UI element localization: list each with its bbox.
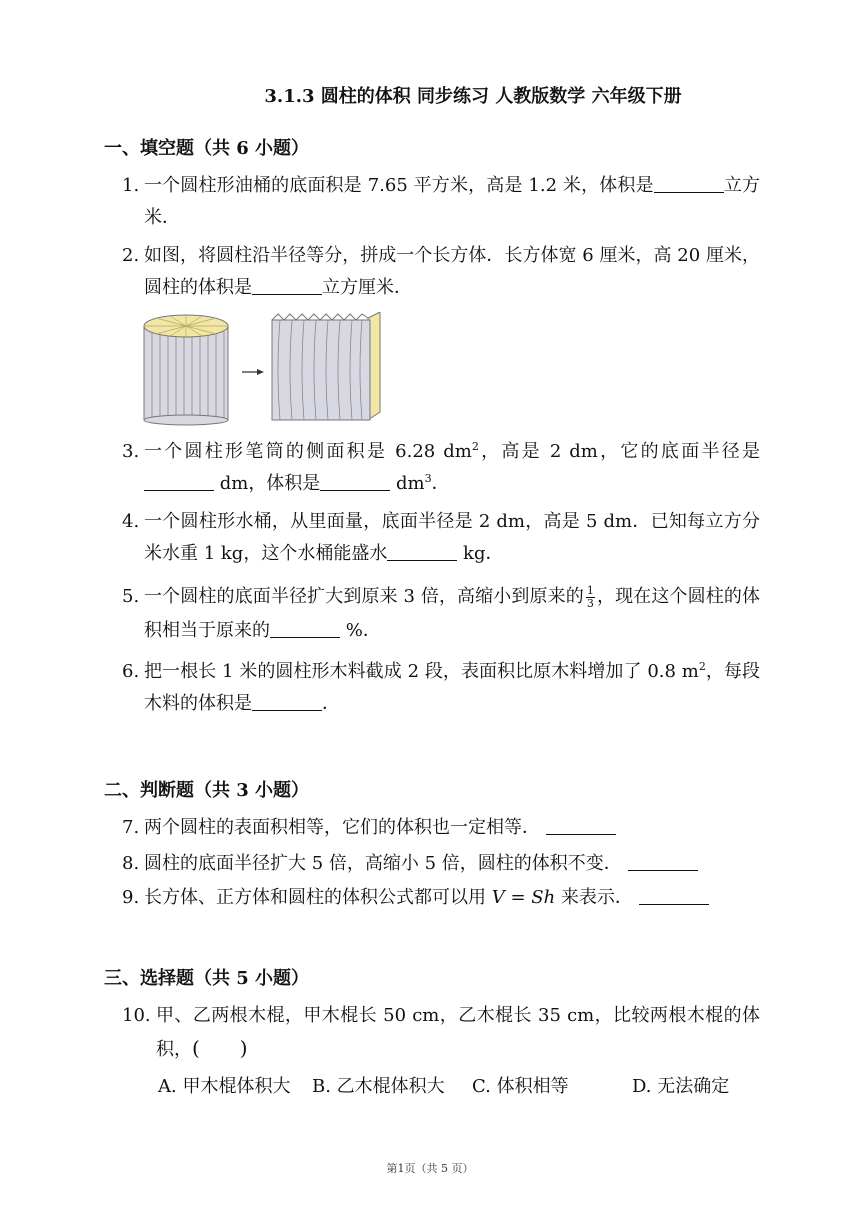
question-5 — [122, 580, 760, 648]
question-text: 立方米． — [144, 175, 761, 228]
question-number: 6. — [122, 661, 140, 682]
page-title: 3.1.3 圆柱的体积 同步练习 人教版数学 六年级下册 — [264, 86, 682, 107]
question-text: 把一根长 1 米的圆柱形木料截成 2 段，表面积比原木料增加了 0.8 m — [144, 661, 699, 682]
question-text: 长方体、正方体和圆柱的体积公式都可以用 — [144, 887, 492, 908]
question-text: dm — [390, 473, 425, 494]
option-d[interactable]: D. 无法确定 — [632, 1076, 730, 1097]
volume-formula: V = Sh — [491, 887, 556, 908]
question-4 — [122, 506, 760, 570]
fraction — [586, 585, 595, 610]
question-text: 一个圆柱的底面半径扩大到原来 3 倍，高缩小到原来的 — [144, 586, 584, 607]
question-text: ，每段木料的体积是 — [144, 661, 760, 714]
question-7 — [122, 812, 760, 844]
question-8 — [122, 848, 760, 880]
question-1 — [122, 170, 760, 234]
question-text: 甲、乙两根木棍，甲木棍长 50 cm，乙木棍长 35 cm，比较两根木棍的体积， — [156, 1005, 760, 1060]
question-number: 8. — [122, 853, 140, 874]
answer-blank[interactable] — [387, 540, 457, 561]
question-text: %． — [340, 620, 381, 641]
answer-blank[interactable] — [270, 617, 340, 638]
section-true-false: 二、判断题（共 3 小题） — [104, 780, 310, 801]
question-number: 7. — [122, 817, 140, 838]
question-text: 来表示． — [555, 887, 633, 908]
question-number: 2. — [122, 245, 140, 266]
question-text: 两个圆柱的表面积相等，它们的体积也一定相等． — [144, 817, 540, 838]
question-6 — [122, 656, 760, 720]
question-text: ． — [431, 473, 450, 494]
superscript: 2 — [471, 440, 479, 453]
question-text: 一个圆柱形油桶的底面积是 7.65 平方米，高是 1.2 米，体积是 — [144, 175, 654, 196]
options-row — [158, 1072, 778, 1102]
section-multiple-choice: 三、选择题（共 5 小题） — [104, 968, 310, 989]
question-text: ，现在这个圆柱的体积相当于原来的 — [144, 586, 760, 641]
superscript: 3 — [424, 472, 432, 485]
question-9 — [122, 882, 760, 914]
question-text: 立方厘米． — [322, 277, 412, 298]
option-b[interactable]: B. 乙木棍体积大 — [312, 1076, 445, 1097]
question-text: 圆柱的底面半径扩大 5 倍，高缩小 5 倍，圆柱的体积不变． — [144, 853, 622, 874]
answer-blank[interactable] — [252, 690, 322, 711]
answer-blank[interactable] — [639, 884, 709, 905]
question-number: 4. — [122, 511, 140, 532]
question-number: 1. — [122, 175, 140, 196]
fraction-numerator: 1 — [586, 583, 594, 597]
question-3 — [122, 436, 760, 500]
answer-blank[interactable] — [144, 470, 214, 491]
question-text: dm，体积是 — [214, 473, 321, 494]
question-number: 3. — [122, 441, 140, 462]
question-10 — [122, 1000, 760, 1066]
question-number: 9. — [122, 887, 140, 908]
page-footer: 第1页（共 5 页） — [386, 1162, 474, 1175]
section-fill-blank: 一、填空题（共 6 小题） — [104, 138, 310, 159]
option-c[interactable]: C. 体积相等 — [472, 1076, 569, 1097]
question-text: 如图，将圆柱沿半径等分，拼成一个长方体．长方体宽 6 厘米，高 20 厘米，圆柱的体积是 — [144, 245, 760, 298]
question-text: 一个圆柱形水桶，从里面量，底面半径是 2 dm，高是 5 dm．已知每立方分米水重 1 kg，这个水桶能盛水 — [144, 511, 760, 564]
question-number: 5. — [122, 586, 140, 607]
question-text: 一个圆柱形笔筒的侧面积是 6.28 dm — [144, 441, 472, 462]
question-text: kg． — [457, 543, 504, 564]
answer-blank[interactable] — [628, 850, 698, 871]
answer-blank[interactable] — [546, 814, 616, 835]
question-text: ． — [322, 693, 340, 714]
superscript: 2 — [698, 660, 706, 673]
question-number: 10. — [122, 1005, 151, 1026]
answer-blank[interactable] — [654, 172, 724, 193]
question-text: ，高是 2 dm，它的底面半径是 — [478, 441, 760, 462]
answer-blank[interactable] — [252, 274, 322, 295]
fraction-denominator: 3 — [586, 596, 594, 610]
cylinder-to-cuboid-figure — [140, 312, 390, 426]
answer-blank[interactable] — [320, 470, 390, 491]
question-2 — [122, 240, 760, 304]
answer-parentheses[interactable]: ( ) — [192, 1036, 248, 1060]
option-a[interactable]: A. 甲木棍体积大 — [158, 1076, 291, 1097]
